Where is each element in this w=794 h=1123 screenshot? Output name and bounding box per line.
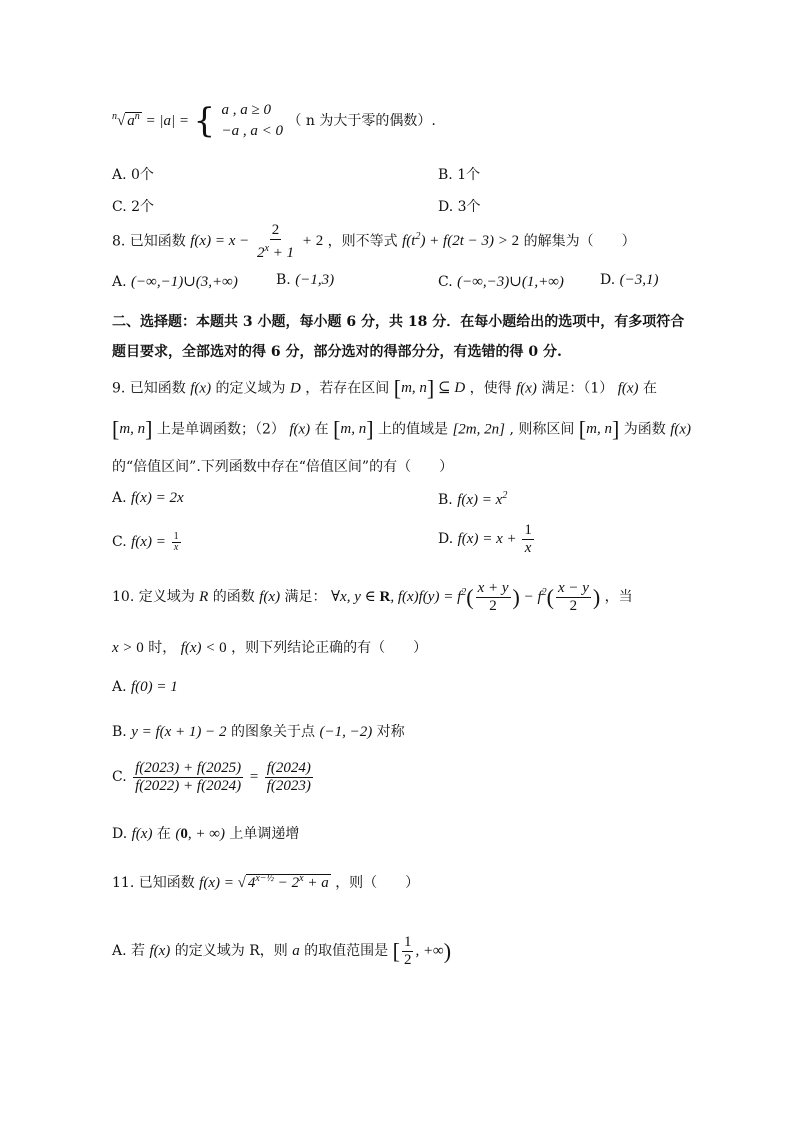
root-note: （ n 为大于零的偶数）. [287, 113, 436, 129]
q9-option-b: B. $f(x) = x^2$ [438, 490, 508, 508]
q8-tail: 的解集为（ ） [523, 233, 636, 250]
q10-option-a: A. f(0) = 1 [112, 679, 178, 695]
q9-line1: 9. 已知函数 f(x) 的定义域为 D ，若存在区间 [m, n] ⊆ D ，使得 f(x) 满足：（1） f(x) 在 [112, 376, 657, 401]
q8-option-d: D. (−3,1) [600, 272, 659, 288]
q10-line1: 10. 定义域为 R 的函数 f(x) 满足： ∀x, y ∈ R, $f(x)f(y) = f^2$( $\frac{x + y}{2}$ ) − $f^2$( $\frac{x - y}{2}$ ) ，当 [112, 580, 633, 614]
q8-mid: ，则不等式 [327, 233, 398, 250]
q7-option-c: C. 2个 [112, 199, 155, 215]
section2-line1: 二、选择题：本题共 3 小题，每小题 6 分，共 18 分．在每小题给出的选项中，有多项符合 [112, 314, 685, 330]
piecewise-cases: a , a ≥ 0 −a , a < 0 [221, 102, 284, 139]
q10-option-b: B. y = f(x + 1) − 2 的图象关于点 (−1, −2) 对称 [112, 724, 405, 740]
q11-option-a: A. 若 f(x) 的定义域为 R，则 a 的取值范围是 [ $\frac{1}{2}$ , +∞) [112, 934, 452, 968]
q9-option-a: A. f(x) = 2x [112, 490, 184, 506]
q8-inequality: $f(t^2) + f(2t - 3) > 2$ [402, 231, 520, 250]
q9-line3: 的“倍值区间”.下列函数中存在“倍值区间”的有（ ） [112, 459, 454, 475]
q8-option-c: C. (−∞,−3)∪(1,+∞) [438, 274, 564, 290]
q9-line2: [m, n] 上是单调函数；（2） f(x) 在 [m, n] 上的值域是 [2m, 2n] , 则称区间 [m, n] 为函数 f(x) [112, 417, 692, 442]
q11-stem: 11. 已知函数 f(x) = √ $4^{x-\frac{1}{2}} - 2^x + a$ ，则（ ） [112, 873, 420, 891]
q7-option-a: A. 0个 [112, 167, 154, 183]
root-formula-line [112, 100, 436, 142]
q9-option-c: C. f(x) = $\frac{1}{x}$ [112, 531, 179, 553]
section2-line2: 题目要求，全部选对的得 6 分，部分选对的得部分分，有选错的得 0 分. [112, 344, 562, 360]
q8-option-b: B. (−1,3) [276, 272, 335, 288]
q10-option-c: C. $\frac{f(2023) + f(2025)}{f(2022) + f(2024)}$ = $\frac{f(2024)}{f(2023)}$ [112, 760, 311, 794]
left-brace: { [193, 101, 216, 141]
q10-option-d: D. f(x) 在 (0, + ∞) 上单调递增 [112, 826, 300, 842]
root-formula: $^n$√ $a^n = |a|$ = [112, 111, 189, 129]
q8-stem [112, 222, 636, 262]
q8-option-a: A. (−∞,−1)∪(3,+∞) [112, 274, 238, 290]
q7-option-b: B. 1个 [438, 167, 481, 183]
q8-function: f(x) = x − $\frac{2}{2^x + 1}$ + 2 [190, 222, 324, 261]
q7-option-d: D. 3个 [438, 199, 481, 215]
q8-lead: 8. 已知函数 [112, 233, 186, 250]
q9-option-d: D. f(x) = x + $\frac{1}{x}$ [438, 522, 532, 556]
q10-line2: x > 0 时， f(x) < 0 ，则下列结论正确的有（ ） [112, 640, 428, 656]
